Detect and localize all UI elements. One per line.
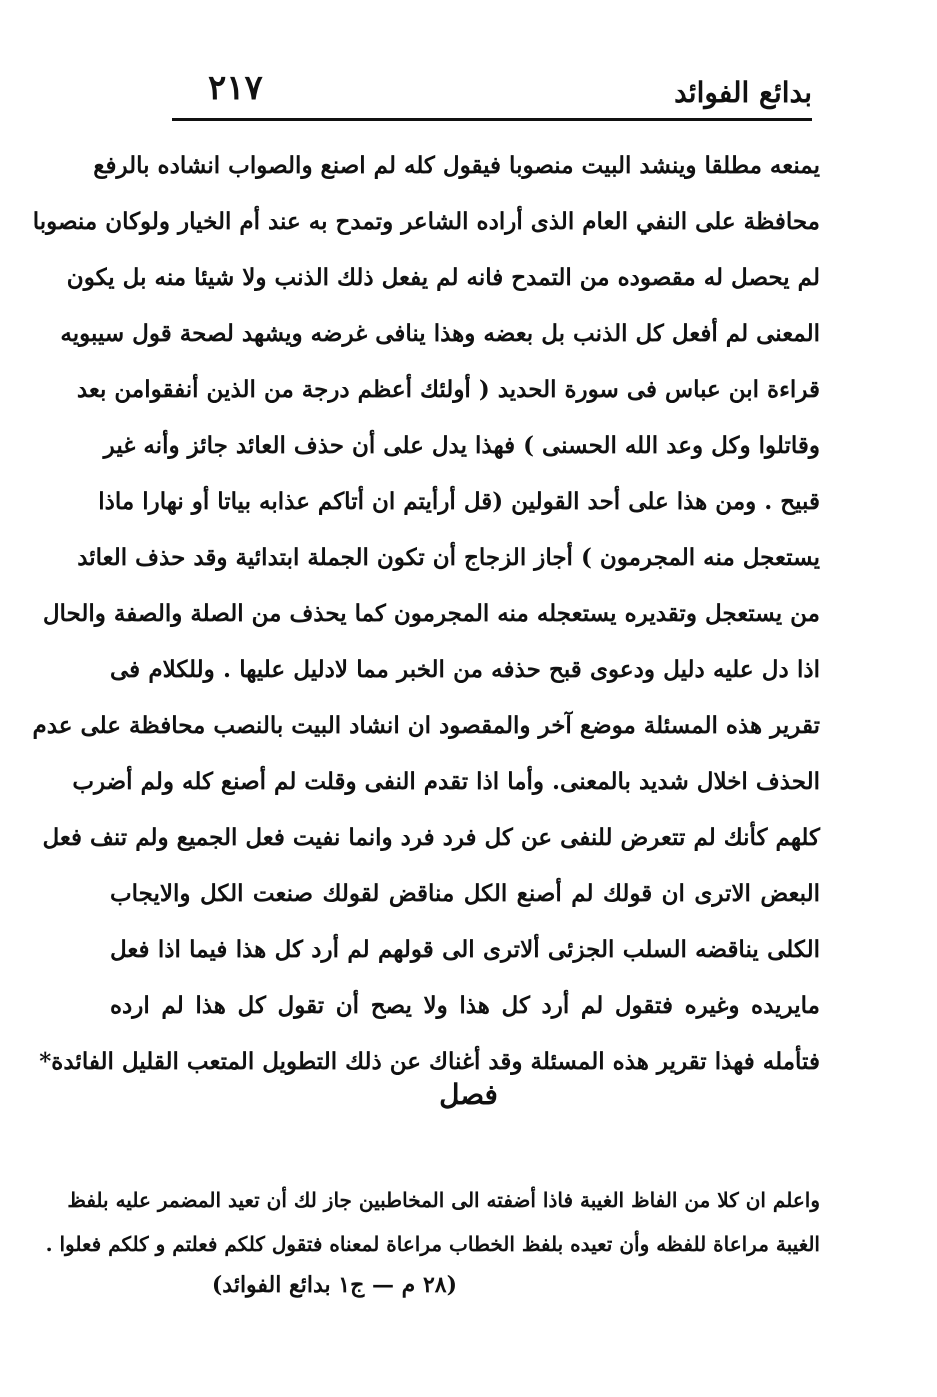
text-line: قراءة ابن عباس فى سورة الحديد ( أولئك أعظم درجة من الذين أنفقوامن بعد [76,376,820,403]
text-line: وقاتلوا وكل وعد الله الحسنى ) فهذا يدل على أن حذف العائد جائز وأنه غير [103,432,820,459]
section-heading: فصل [439,1078,498,1111]
text-line: البعض الاترى ان قولك لم أصنع الكل مناقض لقولك صنعت الكل والايجاب [110,880,820,907]
footnote-block [45,1178,820,1266]
running-title: بدائع الفوائد [674,76,812,109]
page-number: ٢١٧ [208,68,263,108]
text-line: لم يحصل له مقصوده من التمدح فانه لم يفعل ذلك الذنب ولا شيئا منه بل يكون [66,264,820,291]
footnote-line: واعلم ان كلا من الفاظ الغيبة فاذا أضفته الى المخاطبين جاز لك أن تعيد المضمر عليه بلفظ [67,1188,820,1212]
main-text [32,138,820,1090]
text-line: يستعجل منه المجرمون ) أجاز الزجاج أن تكون الجملة ابتدائية وقد حذف العائد [77,544,820,571]
footnote-line: الغيبة مراعاة للفظه وأن تعيده بلفظ الخطاب مراعاة لمعناه فتقول كلكم فعلتم و كلكم فعلوا . [45,1232,820,1256]
text-line: من يستعجل وتقديره يستعجله منه المجرمون كما يحذف من الصلة والصفة والحال [42,600,820,627]
text-line: الكلى يناقضه السلب الجزئى ألاترى الى قولهم لم أرد كل هذا فيما اذا فعل [110,936,820,963]
text-line: كلهم كأنك لم تتعرض للنفى عن كل فرد فرد وانما نفيت فعل الجميع ولم تنف فعل [42,824,820,851]
text-line: تقرير هذه المسئلة موضع آخر والمقصود ان انشاد البيت بالنصب محافظة على عدم [32,712,820,739]
header-rule [172,118,812,121]
text-line: اذا دل عليه دليل ودعوى قبح حذفه من الخبر مما لادليل عليها . وللكلام فى [110,656,820,683]
text-line: قبيح . ومن هذا على أحد القولين (قل أرأيتم ان أتاكم عذابه بياتا أو نهارا ماذا [98,488,820,515]
text-line: يمنعه مطلقا وينشد البيت منصوبا فيقول كله لم اصنع والصواب انشاده بالرفع [93,152,820,179]
page-header [172,68,812,116]
printer-signature: (٢٨ م — ج١ بدائع الفوائد) [211,1272,457,1298]
text-line: الحذف اخلال شديد بالمعنى. وأما اذا تقدم النفى وقلت لم أصنع كله ولم أضرب [72,768,820,795]
text-line: فتأمله فهذا تقرير هذه المسئلة وقد أغناك عن ذلك التطويل المتعب القليل الفائدة* [39,1048,820,1075]
text-line: مايريده وغيره فتقول لم أرد كل هذا ولا يصح أن تقول كل هذا لم ارده [110,992,820,1019]
text-line: المعنى لم أفعل كل الذنب بل بعضه وهذا ينافى غرضه ويشهد لصحة قول سيبويه [60,320,820,347]
text-line: محافظة على النفي العام الذى أراده الشاعر وتمدح به عند أم الخيار ولوكان منصوبا [32,208,820,235]
